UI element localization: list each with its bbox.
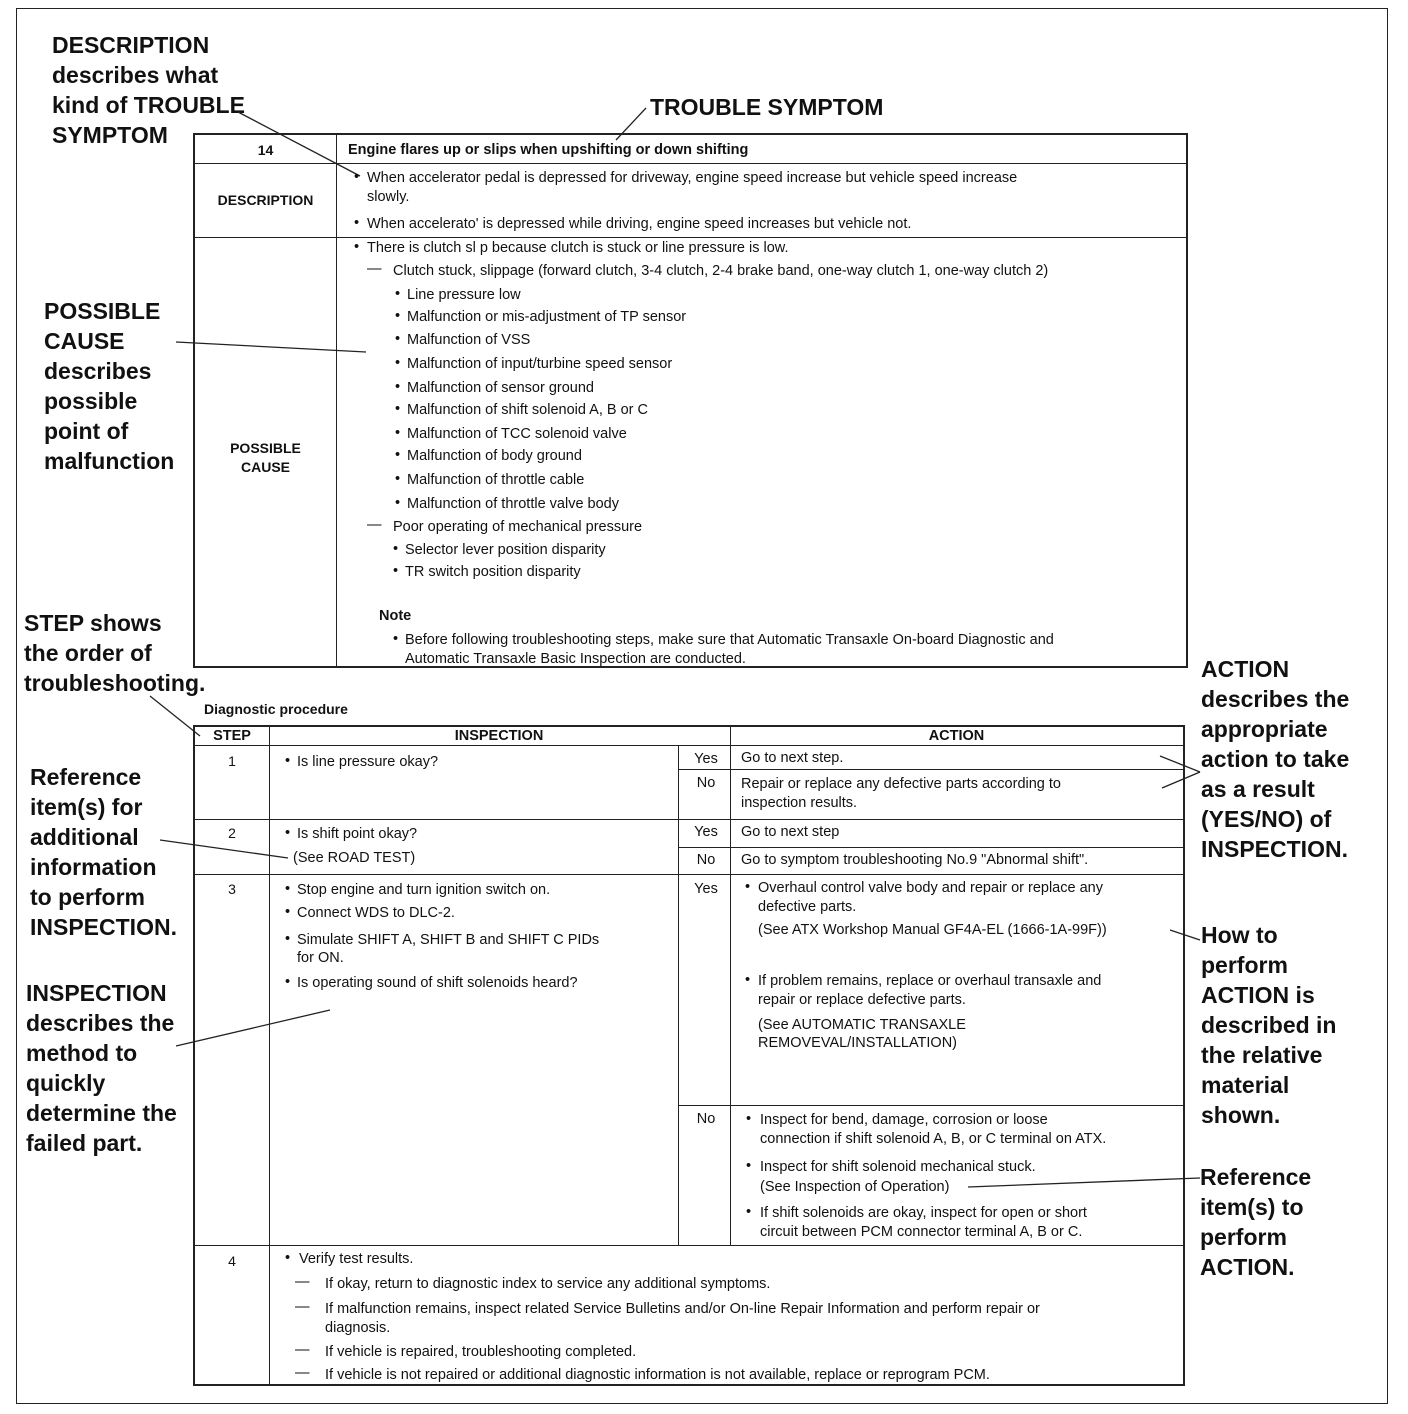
dash-icon: — [295, 1299, 310, 1315]
callout-possible-cause: POSSIBLE CAUSE describes possible point of malfunction [44, 298, 175, 474]
note-text: Before following troubleshooting steps, make sure that Automatic Transaxle On-board Diagnostic and [405, 632, 1054, 648]
step3-no-action-cont: circuit between PCM connector terminal A, B or C. [760, 1224, 1083, 1240]
step2-yes-action: Go to next step [741, 824, 840, 840]
header-inspection: INSPECTION [454, 728, 544, 744]
step2-yes-label: Yes [694, 824, 718, 840]
step1-yes-label: Yes [694, 751, 718, 767]
cause-group-clutch: Clutch stuck, slippage (forward clutch, 3-4 clutch, 2-4 brake band, one-way clutch 1, one-way clutch 2) [393, 263, 1049, 279]
symptom-number: 14 [257, 142, 274, 158]
description-item: When accelerato' is depressed while driving, engine speed increases but vehicle not. [367, 216, 912, 232]
note-text-cont: Automatic Transaxle Basic Inspection are conducted. [405, 651, 746, 667]
note-label: Note [379, 608, 412, 624]
step3-inspection-item: Stop engine and turn ignition switch on. [297, 882, 551, 898]
step-number: 1 [228, 753, 236, 769]
symptom-table [193, 133, 1188, 668]
bullet-icon: • [285, 1250, 291, 1266]
row-divider [195, 1245, 1183, 1246]
callout-trouble-symptom: TROUBLE SYMPTOM [650, 94, 884, 120]
step3-yes-action: If problem remains, replace or overhaul transaxle and [758, 973, 1102, 989]
step3-no-action: Inspect for bend, damage, corrosion or loose [760, 1112, 1048, 1128]
step2-inspection: Is shift point okay? [297, 826, 418, 842]
cause-item: Line pressure low [407, 287, 521, 303]
step4-item: If malfunction remains, inspect related Service Bulletins and/or On-line Repair Information and perform repair or [325, 1301, 1040, 1317]
callout-step: STEP shows the order of troubleshooting. [24, 610, 206, 696]
cause-item: Malfunction of TCC solenoid valve [407, 426, 627, 442]
step4-item: If vehicle is not repaired or additional diagnostic information is not available, replace or reprogram PCM. [325, 1367, 990, 1383]
dash-icon: — [367, 517, 382, 533]
description-label: DESCRIPTION [217, 192, 314, 208]
dash-icon: — [295, 1342, 310, 1358]
cause-group-mechanical: Poor operating of mechanical pressure [393, 519, 643, 535]
step3-no-reference: (See Inspection of Operation) [760, 1179, 950, 1195]
bullet-icon: • [285, 753, 291, 769]
description-item: When accelerator pedal is depressed for driveway, engine speed increase but vehicle speed increase [367, 170, 1018, 186]
step3-inspection-item: Is operating sound of shift solenoids heard? [297, 975, 578, 991]
row-divider [678, 847, 1183, 848]
header-step: STEP [213, 728, 251, 744]
symptom-title: Engine flares up or slips when upshifting or down shifting [348, 142, 749, 158]
step1-no-action: Repair or replace any defective parts according to [741, 776, 1061, 792]
bullet-icon: • [395, 425, 401, 441]
bullet-icon: • [354, 239, 360, 255]
dash-icon: — [295, 1365, 310, 1381]
bullet-icon: • [395, 471, 401, 487]
description-item-cont: slowly. [367, 189, 410, 205]
step1-inspection: Is line pressure okay? [297, 754, 439, 770]
step3-inspection-item: Connect WDS to DLC-2. [297, 905, 455, 921]
cause-item: Malfunction of VSS [407, 332, 531, 348]
step2-no-label: No [696, 852, 716, 868]
step1-yes-action: Go to next step. [741, 750, 844, 766]
bullet-icon: • [745, 972, 751, 988]
bullet-icon: • [746, 1111, 752, 1127]
bullet-icon: • [395, 447, 401, 463]
bullet-icon: • [746, 1204, 752, 1220]
step1-no-action-cont: inspection results. [741, 795, 858, 811]
cause-intro: There is clutch sl p because clutch is stuck or line pressure is low. [367, 240, 789, 256]
step2-inspection-reference: (See ROAD TEST) [293, 850, 416, 866]
row-divider [195, 874, 1183, 875]
cause-item: Malfunction of throttle cable [407, 472, 585, 488]
cause-item: Malfunction of input/turbine speed sensor [407, 356, 673, 372]
bullet-icon: • [354, 169, 360, 185]
step3-inspection-item-cont: for ON. [297, 950, 344, 966]
bullet-icon: • [395, 401, 401, 417]
step3-yes-action-cont: defective parts. [758, 899, 857, 915]
step-number: 2 [228, 825, 236, 841]
cause-item: Malfunction of throttle valve body [407, 496, 619, 512]
possible-cause-label: POSSIBLE CAUSE [230, 440, 301, 475]
dash-icon: — [295, 1274, 310, 1290]
bullet-icon: • [285, 931, 291, 947]
bullet-icon: • [285, 881, 291, 897]
callout-action: ACTION describes the appropriate action to take as a result (YES/NO) of INSPECTION. [1201, 656, 1350, 862]
diagnostic-table [193, 725, 1185, 1386]
bullet-icon: • [285, 974, 291, 990]
step3-yes-label: Yes [694, 881, 718, 897]
step3-no-action: If shift solenoids are okay, inspect for open or short [760, 1205, 1087, 1221]
step4-item: If okay, return to diagnostic index to service any additional symptoms. [325, 1276, 771, 1292]
bullet-icon: • [393, 563, 399, 579]
bullet-icon: • [745, 879, 751, 895]
dash-icon: — [367, 261, 382, 277]
bullet-icon: • [395, 308, 401, 324]
cause-item: Selector lever position disparity [405, 542, 606, 558]
symptom-col-divider [336, 135, 337, 666]
callout-reference-inspection: Reference item(s) for additional information to perform INSPECTION. [30, 764, 177, 940]
diagnostic-title: Diagnostic procedure [204, 701, 348, 717]
step1-no-label: No [696, 775, 716, 791]
step3-yes-reference-cont: REMOVEVAL/INSTALLATION) [758, 1035, 958, 1051]
step3-yes-action: Overhaul control valve body and repair or replace any [758, 880, 1103, 896]
cause-item: Malfunction of shift solenoid A, B or C [407, 402, 648, 418]
bullet-icon: • [393, 631, 399, 647]
bullet-icon: • [354, 215, 360, 231]
step3-no-label: No [696, 1111, 716, 1127]
cause-item: Malfunction of sensor ground [407, 380, 594, 396]
bullet-icon: • [395, 495, 401, 511]
bullet-icon: • [393, 541, 399, 557]
callout-how-to-perform: How to perform ACTION is described in the relative material shown. [1201, 922, 1337, 1128]
step3-inspection-item: Simulate SHIFT A, SHIFT B and SHIFT C PIDs [297, 932, 600, 948]
step3-yes-reference: (See ATX Workshop Manual GF4A-EL (1666-1A-99F)) [758, 922, 1107, 938]
cause-item: Malfunction or mis-adjustment of TP sensor [407, 309, 687, 325]
step3-yes-action-cont: repair or replace defective parts. [758, 992, 966, 1008]
row-divider [678, 769, 1183, 770]
header-action: ACTION [928, 728, 985, 744]
bullet-icon: • [395, 286, 401, 302]
cause-item: Malfunction of body ground [407, 448, 582, 464]
header-divider [195, 745, 1183, 746]
bullet-icon: • [395, 355, 401, 371]
callout-reference-action: Reference item(s) to perform ACTION. [1200, 1164, 1312, 1280]
row-divider [678, 1105, 1183, 1106]
step4-item: If vehicle is repaired, troubleshooting completed. [325, 1344, 637, 1360]
bullet-icon: • [285, 825, 291, 841]
callout-inspection: INSPECTION describes the method to quickly determine the failed part. [26, 980, 177, 1156]
bullet-icon: • [395, 379, 401, 395]
col-divider-action [730, 727, 731, 1245]
step3-no-action-cont: connection if shift solenoid A, B, or C terminal on ATX. [760, 1131, 1107, 1147]
row-divider [195, 819, 1183, 820]
cause-item: TR switch position disparity [405, 564, 581, 580]
symptom-row-divider [195, 163, 1186, 164]
callout-description: DESCRIPTION describes what kind of TROUBLE SYMPTOM [52, 32, 245, 148]
step3-no-action: Inspect for shift solenoid mechanical stuck. [760, 1159, 1036, 1175]
step3-yes-reference: (See AUTOMATIC TRANSAXLE [758, 1017, 966, 1033]
step4-item: Verify test results. [299, 1251, 414, 1267]
bullet-icon: • [285, 904, 291, 920]
col-divider-step [269, 727, 270, 1384]
step2-no-action: Go to symptom troubleshooting No.9 "Abnormal shift". [741, 852, 1089, 868]
bullet-icon: • [395, 331, 401, 347]
step-number: 3 [228, 881, 236, 897]
step4-item-cont: diagnosis. [325, 1320, 391, 1336]
bullet-icon: • [746, 1158, 752, 1174]
step-number: 4 [228, 1253, 236, 1269]
